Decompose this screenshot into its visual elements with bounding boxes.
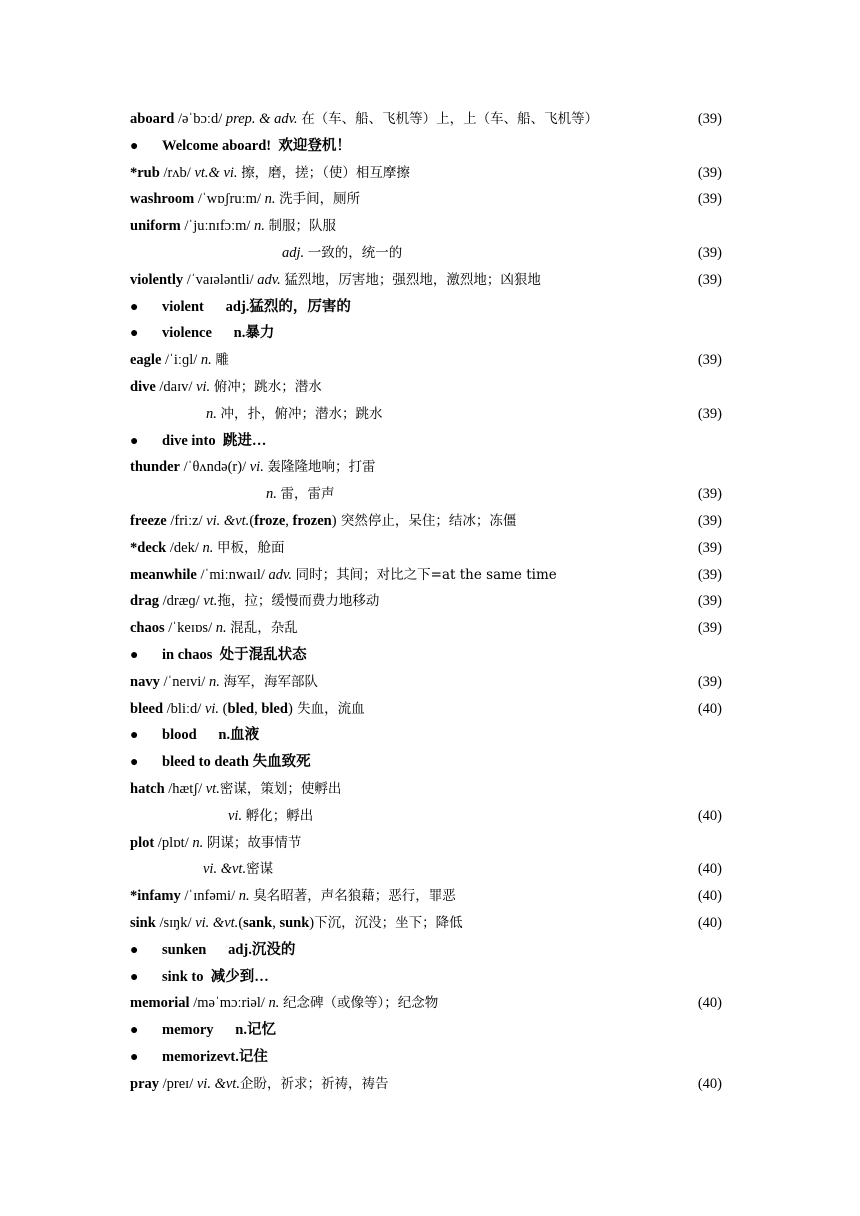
bullet-line	[130, 133, 722, 160]
page-reference: (39)	[697, 352, 722, 369]
bullet-icon: ●	[130, 326, 139, 342]
part-of-speech: n.	[215, 620, 231, 637]
bullet-text: memory n.记忆	[162, 1022, 276, 1039]
bullet-text: Welcome aboard! 欢迎登机！	[162, 137, 351, 154]
bullet-text: sink to 减少到…	[162, 968, 269, 985]
phonetic: /rʌb/	[159, 164, 195, 181]
part-of-speech: n.	[200, 352, 216, 369]
headword: meanwhile	[130, 566, 197, 583]
definition: 纪念碑（或像等）；纪念物	[283, 995, 439, 1012]
page-reference: (39)	[697, 566, 722, 583]
verb-form: frozen	[292, 512, 332, 529]
page-reference: (40)	[697, 861, 722, 878]
headword: *rub	[130, 164, 160, 181]
bullet-line	[130, 749, 722, 776]
bullet-icon: ●	[130, 728, 139, 744]
verb-forms: (sank, sunk)	[238, 914, 315, 931]
entry-line	[130, 830, 722, 857]
headword: navy	[130, 673, 160, 690]
headword: aboard	[130, 111, 175, 127]
sub-sense-line	[130, 481, 722, 508]
bullet-icon: ●	[130, 299, 139, 315]
entry-line	[130, 776, 722, 803]
page-reference: (39)	[697, 486, 722, 503]
entry-line	[130, 106, 722, 133]
bullet-icon: ●	[130, 647, 139, 663]
bullet-text: in chaos 处于混乱状态	[162, 646, 307, 663]
phonetic: /daɪv/	[155, 378, 197, 395]
definition: 海军，海军部队	[223, 673, 318, 690]
page-reference: (40)	[697, 807, 722, 824]
sub-sense-line	[130, 401, 722, 428]
definition: 雷，雷声	[280, 486, 335, 503]
part-of-speech: adv.	[268, 566, 296, 583]
phonetic: /ˈkeɪɒs/	[164, 620, 216, 637]
definition: 孵化；孵出	[245, 807, 314, 824]
page-reference: (39)	[697, 111, 722, 127]
headword: chaos	[130, 620, 165, 637]
headword: freeze	[130, 512, 167, 529]
headword: eagle	[130, 352, 162, 369]
headword: plot	[130, 834, 155, 851]
entry-line	[130, 615, 722, 642]
part-of-speech: vi.	[228, 807, 246, 824]
part-of-speech: vi.	[196, 378, 214, 395]
bullet-text: violent adj.猛烈的，厉害的	[162, 298, 351, 315]
definition: 突然停止，呆住；结冰；冻僵	[336, 512, 517, 529]
headword: sink	[130, 914, 156, 931]
definition: 在（车、船、飞机等）上，上（车、船、飞机等）	[301, 111, 599, 127]
definition: 拖，拉；缓慢而费力地移动	[217, 593, 380, 610]
headword: hatch	[130, 780, 165, 797]
part-of-speech: n.	[266, 486, 281, 503]
entry-line	[130, 990, 722, 1017]
definition: 猛烈地，厉害地；强烈地，激烈地；凶狠地	[284, 271, 541, 288]
phonetic: /hætʃ/	[164, 780, 206, 797]
entry-line	[130, 160, 722, 187]
phonetic: /ˈiːɡl/	[161, 352, 201, 369]
page-reference: (39)	[697, 271, 722, 288]
verb-form: sank	[243, 914, 273, 931]
part-of-speech: n.	[202, 539, 217, 556]
entry-line	[130, 669, 722, 696]
definition: 阴谋；故事情节	[206, 834, 302, 851]
entry-line	[130, 910, 722, 937]
definition: 擦，磨，搓；（使）相互摩擦	[241, 164, 410, 181]
bullet-line	[130, 320, 722, 347]
part-of-speech: n.	[268, 995, 284, 1012]
part-of-speech: vi. &vt.	[203, 861, 247, 878]
part-of-speech: vi. &vt.	[196, 1075, 240, 1092]
verb-form: froze	[254, 512, 286, 529]
page-reference: (39)	[697, 620, 722, 637]
page-reference: (39)	[697, 164, 722, 181]
entry-line	[130, 562, 722, 589]
bullet-text: sunken adj.沉没的	[162, 941, 296, 958]
entry-line	[130, 186, 722, 213]
headword: thunder	[130, 459, 180, 476]
entry-line	[130, 535, 722, 562]
page-reference: (39)	[697, 244, 722, 261]
part-of-speech: vt.& vi.	[194, 164, 242, 181]
definition: 企盼，祈求；祈祷，祷告	[239, 1075, 389, 1092]
definition: 下沉，沉没；坐下；降低	[314, 914, 463, 931]
definition: 冲，扑，俯冲；潜水；跳水	[220, 405, 383, 422]
part-of-speech: prep. & adv.	[225, 111, 302, 127]
page-reference: (39)	[697, 539, 722, 556]
phonetic: /ˈθʌndə(r)/	[179, 459, 250, 476]
bullet-line	[130, 1044, 722, 1071]
part-of-speech: n.	[264, 191, 280, 208]
definition: 臭名昭著，声名狼藉；恶行，罪恶	[253, 888, 456, 905]
part-of-speech: n.	[206, 405, 221, 422]
page-reference: (40)	[697, 700, 722, 717]
page-reference: (40)	[697, 995, 722, 1012]
part-of-speech: vi. &vt.	[195, 914, 239, 931]
headword: violently	[130, 271, 184, 288]
sub-sense-line	[130, 803, 722, 830]
definition: 密谋	[246, 861, 274, 878]
headword: *infamy	[130, 888, 181, 905]
headword: dive	[130, 378, 156, 395]
part-of-speech: n.	[208, 673, 224, 690]
phonetic: /dræɡ/	[159, 593, 204, 610]
part-of-speech: vi.	[249, 459, 268, 476]
definition: 混乱，杂乱	[230, 620, 298, 637]
phonetic: /ˈɪnfəmi/	[180, 888, 239, 905]
page-reference: (39)	[697, 673, 722, 690]
part-of-speech: adj.	[282, 244, 308, 261]
definition: 洗手间，厕所	[279, 191, 361, 208]
bullet-text: violence n.暴力	[162, 325, 275, 342]
part-of-speech: vi.	[204, 700, 223, 717]
sub-sense-line	[130, 240, 722, 267]
sub-sense-line	[130, 856, 722, 883]
phonetic: /friːz/	[166, 512, 207, 529]
phonetic: /ˈvaɪələntli/	[183, 271, 258, 288]
entry-line	[130, 374, 722, 401]
entry-line	[130, 454, 722, 481]
phonetic: /ˈwɒʃruːm/	[194, 191, 265, 208]
page-reference: (39)	[697, 512, 722, 529]
definition: 一致的，统一的	[307, 244, 403, 261]
headword: memorial	[130, 995, 190, 1012]
page-reference: (39)	[697, 191, 722, 208]
phonetic: /ˈmiːnwaɪl/	[196, 566, 269, 583]
bullet-icon: ●	[130, 1023, 139, 1039]
phonetic: /ˈneɪvi/	[159, 673, 209, 690]
definition: 密谋，策划；使孵出	[219, 780, 342, 797]
entry-line	[130, 1071, 722, 1098]
entry-line	[130, 267, 722, 294]
entry-line	[130, 347, 722, 374]
bullet-icon: ●	[130, 138, 139, 154]
bullet-line	[130, 294, 722, 321]
verb-form: sunk	[279, 914, 310, 931]
part-of-speech: n.	[238, 888, 254, 905]
bullet-line	[130, 428, 722, 455]
bullet-icon: ●	[130, 969, 139, 985]
entry-line	[130, 588, 722, 615]
definition: 失血，流血	[292, 700, 365, 717]
headword: pray	[130, 1075, 159, 1092]
phonetic: /sɪŋk/	[155, 914, 196, 931]
entry-line	[130, 696, 722, 723]
page-reference: (39)	[697, 593, 722, 610]
phonetic: /məˈmɔːriəl/	[189, 995, 269, 1012]
bullet-icon: ●	[130, 755, 139, 771]
phonetic: /preɪ/	[159, 1075, 197, 1092]
part-of-speech: vt.	[205, 780, 220, 797]
bullet-line	[130, 642, 722, 669]
headword: uniform	[130, 218, 181, 235]
verb-forms: (bled, bled)	[222, 700, 293, 717]
bullet-text: dive into 跳进…	[162, 432, 267, 449]
vocabulary-list	[130, 106, 722, 1097]
phonetic: /ˈjuːnɪfɔːm/	[180, 218, 255, 235]
phonetic: /plɒt/	[154, 834, 193, 851]
part-of-speech: n.	[192, 834, 207, 851]
bullet-icon: ●	[130, 942, 139, 958]
part-of-speech: vi. &vt.	[206, 512, 250, 529]
headword: bleed	[130, 700, 164, 717]
bullet-text: blood n.血液	[162, 727, 260, 744]
entry-line	[130, 213, 722, 240]
bullet-line	[130, 722, 722, 749]
bullet-line	[130, 964, 722, 991]
bullet-text: bleed to death 失血致死	[162, 754, 311, 771]
verb-forms: (froze, frozen)	[249, 512, 337, 529]
bullet-icon: ●	[130, 1049, 139, 1065]
bullet-line	[130, 937, 722, 964]
page-reference: (40)	[697, 1075, 722, 1092]
part-of-speech: n.	[254, 218, 269, 235]
definition: 俯冲；跳水；潜水	[213, 378, 322, 395]
part-of-speech: adv.	[257, 271, 285, 288]
definition: 制服；队服	[268, 218, 337, 235]
verb-form: bled	[261, 700, 288, 717]
page-reference: (40)	[697, 888, 722, 905]
definition: 轰隆隆地响；打雷	[267, 459, 376, 476]
phonetic: /əˈbɔːd/	[174, 111, 226, 127]
bullet-line	[130, 1017, 722, 1044]
page-reference: (39)	[697, 405, 722, 422]
entry-line	[130, 508, 722, 535]
phonetic: /dek/	[166, 539, 203, 556]
bullet-icon: ●	[130, 433, 139, 449]
definition: 甲板，舱面	[217, 539, 285, 556]
headword: drag	[130, 593, 159, 610]
headword: *deck	[130, 539, 167, 556]
phonetic: /bliːd/	[163, 700, 205, 717]
page-reference: (40)	[697, 914, 722, 931]
headword: washroom	[130, 191, 195, 208]
part-of-speech: vt.	[203, 593, 218, 610]
bullet-text: memorizevt.记住	[162, 1048, 268, 1065]
verb-form: bled	[227, 700, 255, 717]
entry-line	[130, 883, 722, 910]
definition: 雕	[215, 352, 229, 369]
definition: 同时；其间；对比之下=at the same time	[295, 566, 557, 583]
